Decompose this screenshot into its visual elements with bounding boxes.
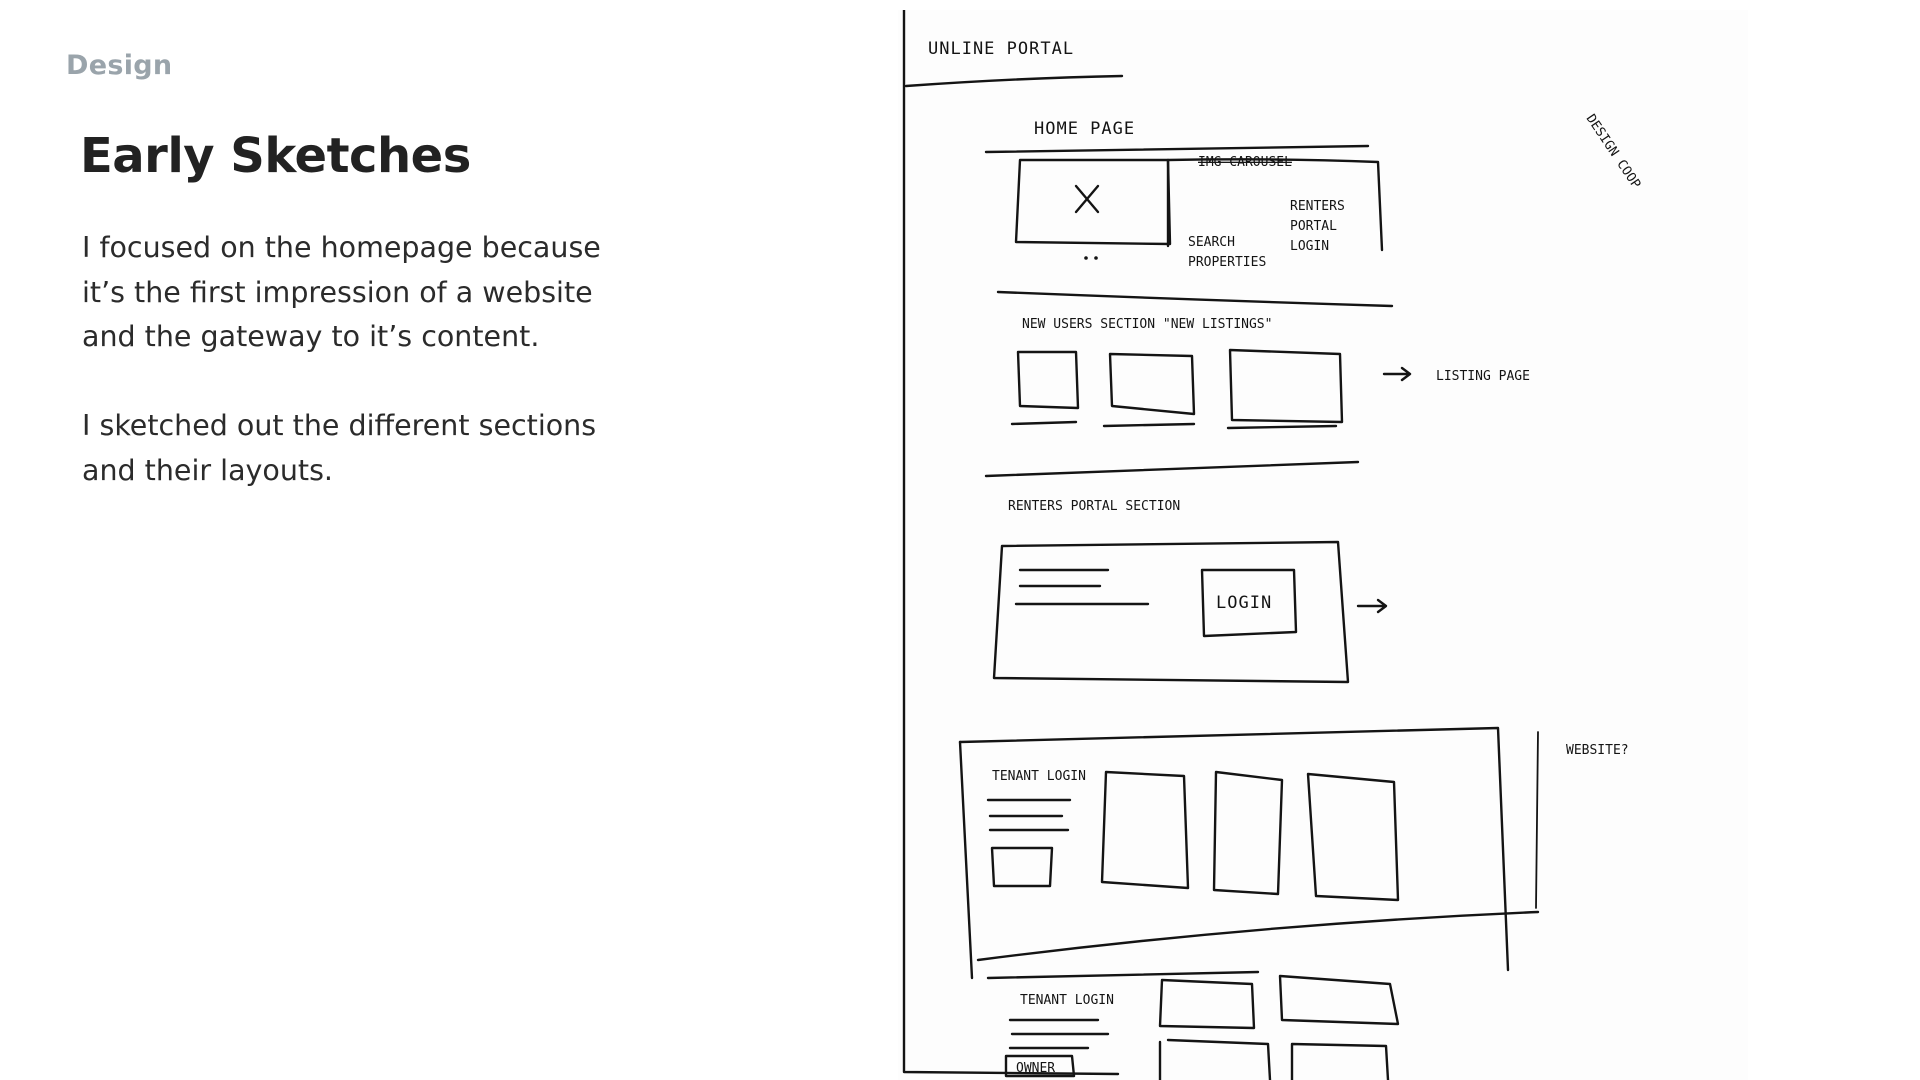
tenant-text-lines: [988, 800, 1070, 830]
listing-card-1-caption: [1012, 422, 1076, 424]
wireframe-sketch: [898, 10, 1748, 1080]
renters-text-lines: [1016, 570, 1148, 604]
sketch-note-login-button: LOGIN: [1216, 593, 1273, 613]
carousel-dot: [1094, 256, 1098, 260]
sketch-note-portal-2: PORTAL: [1290, 219, 1337, 234]
bottom-text-lines: [1010, 1020, 1108, 1048]
listing-card-2: [1110, 354, 1194, 414]
sketch-note-img-carousel: IMG CAROUSEL: [1198, 155, 1292, 170]
sketch-note-listing-page: LISTING PAGE: [1436, 369, 1530, 384]
carousel-dot: [1084, 256, 1088, 260]
sketch-note-renters: RENTERS: [1290, 199, 1345, 214]
listing-card-3: [1230, 350, 1342, 422]
sketch-note-renters-portal: RENTERS PORTAL SECTION: [1008, 499, 1181, 514]
sketch-note-website: WEBSITE?: [1566, 743, 1629, 758]
paragraph-2: I sketched out the different sections and their layouts.: [82, 409, 597, 487]
body-text: [82, 226, 642, 538]
tenant-button-sketch: [992, 848, 1052, 886]
bottom-card-1: [1160, 980, 1254, 1028]
listing-card-3-caption: [1228, 426, 1336, 428]
home-divider: [986, 146, 1368, 152]
sketch-note-corner: DESIGN COOP: [1582, 111, 1644, 192]
sketch-note-tenant-login: TENANT LOGIN: [992, 769, 1086, 784]
listing-card-1: [1018, 352, 1078, 408]
sketch-note-home-page: HOME PAGE: [1034, 119, 1136, 139]
sketch-note-portal: UNLINE PORTAL: [928, 39, 1075, 59]
sketch-note-properties: PROPERTIES: [1188, 255, 1267, 270]
tenant-card-3: [1308, 774, 1398, 900]
hero-x-mark: [1076, 186, 1098, 212]
sketch-note-tenant-login-2: TENANT LOGIN: [1020, 993, 1114, 1008]
sketch-note-login: LOGIN: [1290, 239, 1330, 254]
section-label: Design: [66, 50, 173, 81]
tenant-section-frame-left: [960, 742, 972, 978]
tenant-bottom-line: [978, 912, 1538, 960]
tenant-section-rail: [1536, 732, 1538, 908]
sketch-note-search: SEARCH: [1188, 235, 1235, 250]
bottom-card-2: [1280, 976, 1398, 1024]
arrow-icon: [1384, 368, 1410, 380]
header-underline: [906, 76, 1122, 86]
listings-divider: [998, 292, 1392, 306]
tenant-card-1: [1102, 772, 1188, 888]
paper-edge: [904, 10, 1118, 1074]
hero-image-box: [1016, 160, 1170, 244]
renters-divider: [986, 462, 1358, 476]
sketch-photo: [898, 10, 1748, 1080]
listing-card-2-caption: [1104, 424, 1194, 426]
paragraph-1: I focused on the homepage because it’s the first impression of a website and the gateway to it’s content.: [82, 231, 601, 353]
arrow-icon: [1358, 600, 1386, 612]
bottom-card-4: [1292, 1044, 1388, 1080]
bottom-divider: [988, 972, 1258, 978]
sketch-note-new-users: NEW USERS SECTION "NEW LISTINGS": [1022, 317, 1273, 332]
tenant-card-2: [1214, 772, 1282, 894]
sketch-note-owner: OWNER: [1016, 1061, 1056, 1076]
page-title: Early Sketches: [80, 128, 471, 184]
bottom-card-3: [1160, 1040, 1270, 1080]
